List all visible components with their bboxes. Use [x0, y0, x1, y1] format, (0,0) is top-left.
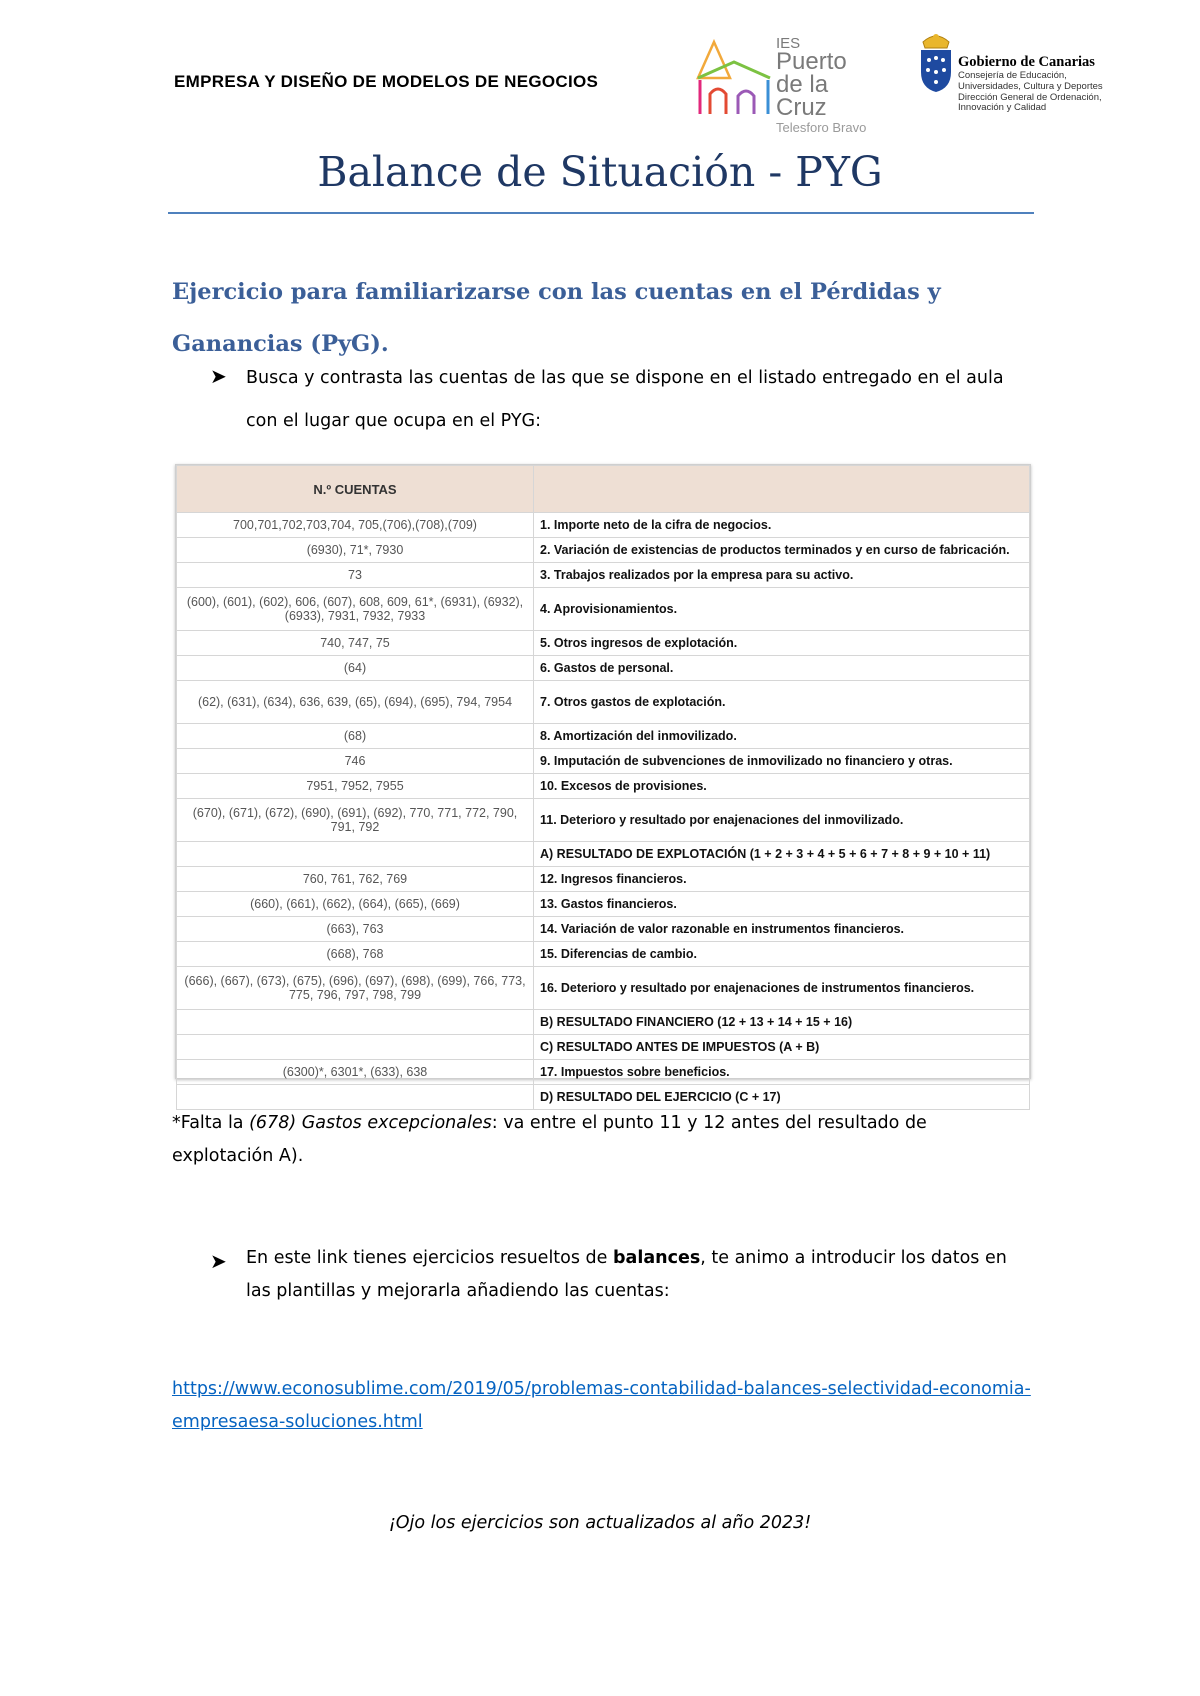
bullet2-after: , te animo a introducir los datos en las plantillas y mejorarla añadiendo las cuentas:	[246, 1248, 1007, 1301]
arrow-bullet-icon: ➤	[210, 1251, 227, 1273]
pyg-table	[176, 465, 1030, 1110]
account-numbers-cell: (660), (661), (662), (664), (665), (669)	[177, 892, 534, 917]
table-row	[177, 749, 1030, 774]
footnote-suffix: : va entre el punto 11 y 12 antes del resultado de explotación A).	[172, 1113, 927, 1166]
account-numbers-cell	[177, 842, 534, 867]
course-title: EMPRESA Y DISEÑO DE MODELOS DE NEGOCIOS	[174, 72, 599, 91]
account-numbers-cell	[177, 1010, 534, 1035]
pyg-item-cell: 16. Deterioro y resultado por enajenaciones de instrumentos financieros.	[534, 967, 1030, 1010]
table-row	[177, 1060, 1030, 1085]
school-logo-line2: Puerto	[776, 48, 847, 75]
coat-of-arms-icon	[917, 32, 955, 94]
footnote-italic: (678) Gastos excepcionales	[249, 1113, 492, 1133]
pyg-item-cell: C) RESULTADO ANTES DE IMPUESTOS (A + B)	[534, 1035, 1030, 1060]
arrow-bullet-icon: ➤	[210, 366, 227, 388]
school-logo-line4: Cruz	[776, 94, 827, 121]
account-numbers-cell: (6930), 71*, 7930	[177, 538, 534, 563]
table-header-accounts: N.º CUENTAS	[177, 466, 534, 513]
table-row	[177, 892, 1030, 917]
account-numbers-cell	[177, 1035, 534, 1060]
pyg-item-cell: 13. Gastos financieros.	[534, 892, 1030, 917]
account-numbers-cell: (68)	[177, 724, 534, 749]
government-line4: Innovación y Calidad	[958, 102, 1047, 114]
pyg-item-cell: 9. Imputación de subvenciones de inmovilizado no financiero y otras.	[534, 749, 1030, 774]
pyg-item-cell: 14. Variación de valor razonable en instrumentos financieros.	[534, 917, 1030, 942]
account-numbers-cell: (668), 768	[177, 942, 534, 967]
pyg-item-cell: B) RESULTADO FINANCIERO (12 + 13 + 14 + 15 + 16)	[534, 1010, 1030, 1035]
school-logo-icon	[694, 36, 774, 120]
account-numbers-cell	[177, 1085, 534, 1110]
table-row	[177, 1010, 1030, 1035]
table-row	[177, 631, 1030, 656]
account-numbers-cell: (600), (601), (602), 606, (607), 608, 609, 61*, (6931), (6932), (6933), 7931, 7932, 7933	[177, 588, 534, 631]
table-row	[177, 942, 1030, 967]
account-numbers-cell: (64)	[177, 656, 534, 681]
bullet-link-intro	[246, 1242, 1036, 1308]
closing-note: ¡Ojo los ejercicios son actualizados al año 2023!	[388, 1513, 812, 1533]
pyg-item-cell: A) RESULTADO DE EXPLOTACIÓN (1 + 2 + 3 + 4 + 5 + 6 + 7 + 8 + 9 + 10 + 11)	[534, 842, 1030, 867]
table-row	[177, 917, 1030, 942]
pyg-item-cell: 17. Impuestos sobre beneficios.	[534, 1060, 1030, 1085]
table-row	[177, 656, 1030, 681]
government-line3: Dirección General de Ordenación,	[958, 91, 1102, 103]
footnote	[172, 1107, 1032, 1173]
account-numbers-cell: 760, 761, 762, 769	[177, 867, 534, 892]
pyg-item-cell: 2. Variación de existencias de productos terminados y en curso de fabricación.	[534, 538, 1030, 563]
pyg-item-cell: 8. Amortización del inmovilizado.	[534, 724, 1030, 749]
section-heading: Ejercicio para familiarizarse con las cuentas en el Pérdidas y Ganancias (PyG).	[172, 279, 941, 357]
pyg-item-cell: 7. Otros gastos de explotación.	[534, 681, 1030, 724]
pyg-item-cell: 12. Ingresos financieros.	[534, 867, 1030, 892]
account-numbers-cell: 700,701,702,703,704, 705,(706),(708),(709)	[177, 513, 534, 538]
pyg-item-cell: 5. Otros ingresos de explotación.	[534, 631, 1030, 656]
table-row	[177, 538, 1030, 563]
account-numbers-cell: (663), 763	[177, 917, 534, 942]
account-numbers-cell: (670), (671), (672), (690), (691), (692), 770, 771, 772, 790, 791, 792	[177, 799, 534, 842]
government-logo	[917, 32, 1127, 127]
bullet-instruction: Busca y contrasta las cuentas de las que se dispone en el listado entregado en el aula con el lugar que ocupa en el PYG:	[246, 368, 1004, 431]
school-logo-line1: IES	[776, 35, 801, 52]
table-row	[177, 867, 1030, 892]
table-row	[177, 1035, 1030, 1060]
bullet2-bold: balances	[613, 1248, 701, 1268]
pyg-item-cell: 1. Importe neto de la cifra de negocios.	[534, 513, 1030, 538]
account-numbers-cell: 746	[177, 749, 534, 774]
pyg-table-image	[175, 464, 1031, 1104]
account-numbers-cell: 740, 747, 75	[177, 631, 534, 656]
table-row	[177, 681, 1030, 724]
footnote-prefix: *Falta la	[172, 1113, 250, 1133]
table-row	[177, 967, 1030, 1010]
account-numbers-cell: 73	[177, 563, 534, 588]
pyg-item-cell: 4. Aprovisionamientos.	[534, 588, 1030, 631]
pyg-item-cell: 10. Excesos de provisiones.	[534, 774, 1030, 799]
table-header-items	[534, 466, 1030, 513]
account-numbers-cell: 7951, 7952, 7955	[177, 774, 534, 799]
school-logo	[694, 35, 904, 135]
account-numbers-cell: (666), (667), (673), (675), (696), (697), (698), (699), 766, 773, 775, 796, 797, 798, 799	[177, 967, 534, 1010]
exercises-link[interactable]: https://www.econosublime.com/2019/05/problemas-contabilidad-balances-selectividad-economia-empresaesa-soluciones.html	[172, 1379, 1031, 1432]
government-line1: Consejería de Educación,	[958, 69, 1067, 81]
account-numbers-cell: (6300)*, 6301*, (633), 638	[177, 1060, 534, 1085]
account-numbers-cell: (62), (631), (634), 636, 639, (65), (694), (695), 794, 7954	[177, 681, 534, 724]
page-title: Balance de Situación - PYG	[317, 148, 883, 196]
table-row	[177, 513, 1030, 538]
table-row	[177, 774, 1030, 799]
table-row	[177, 842, 1030, 867]
government-line2: Universidades, Cultura y Deportes	[958, 80, 1103, 92]
table-row	[177, 799, 1030, 842]
pyg-item-cell: 15. Diferencias de cambio.	[534, 942, 1030, 967]
table-row	[177, 1085, 1030, 1110]
pyg-item-cell: 6. Gastos de personal.	[534, 656, 1030, 681]
school-logo-line5: Telesforo Bravo	[776, 120, 867, 135]
government-title: Gobierno de Canarias	[958, 54, 1095, 70]
bullet2-before: En este link tienes ejercicios resueltos de	[246, 1248, 613, 1268]
pyg-item-cell: 3. Trabajos realizados por la empresa para su activo.	[534, 563, 1030, 588]
pyg-item-cell: D) RESULTADO DEL EJERCICIO (C + 17)	[534, 1085, 1030, 1110]
table-row	[177, 724, 1030, 749]
table-row	[177, 588, 1030, 631]
pyg-item-cell: 11. Deterioro y resultado por enajenaciones del inmovilizado.	[534, 799, 1030, 842]
school-logo-line3: de la	[776, 71, 829, 98]
table-row	[177, 563, 1030, 588]
title-divider	[168, 212, 1034, 214]
